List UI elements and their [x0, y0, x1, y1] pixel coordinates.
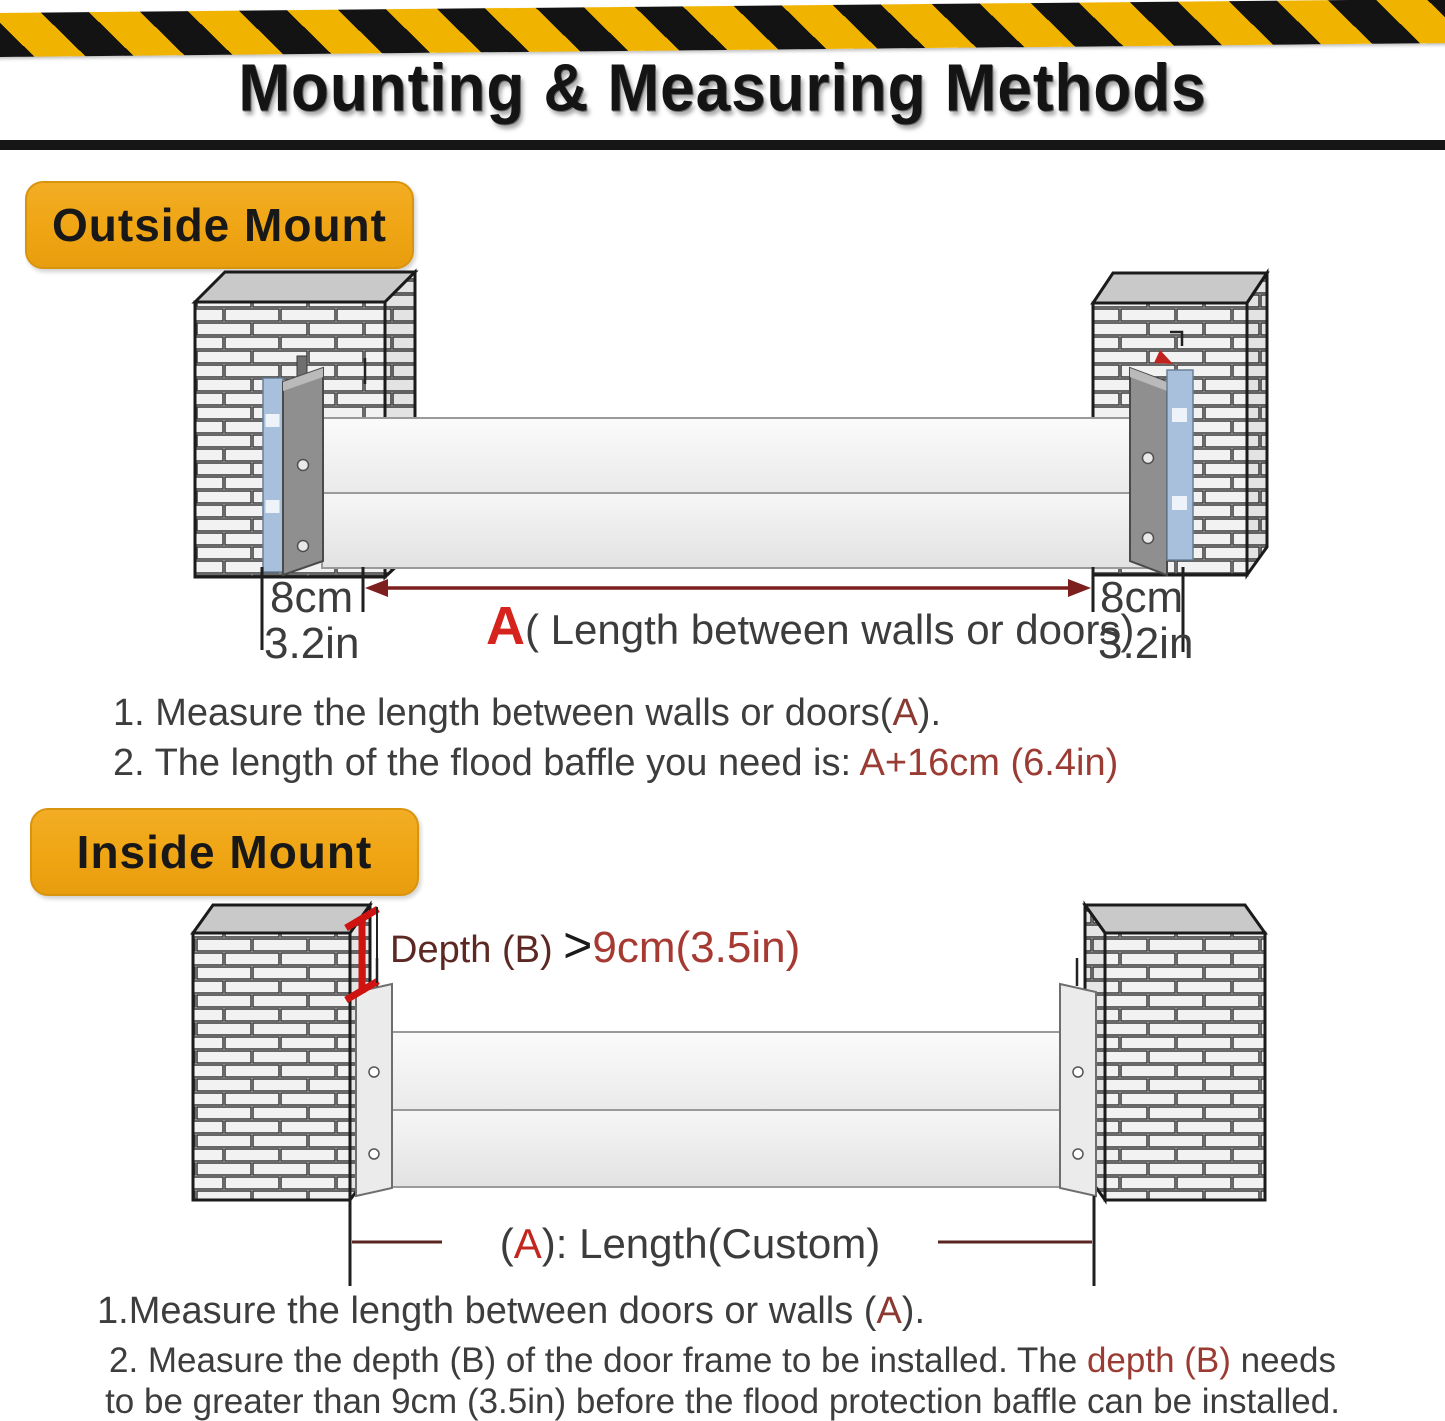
brick-pillar-right-inside: [1085, 905, 1265, 1200]
outside-step2-formula: A+16cm (6.4in): [859, 742, 1119, 784]
inside-mount-badge: Inside Mount: [30, 808, 419, 896]
outside-mount-diagram: [195, 272, 1267, 668]
length-arrow: [365, 579, 1091, 597]
dim-right-cm: 8cm: [1100, 573, 1184, 622]
flood-barrier-panels: [322, 418, 1165, 568]
depth-annotation: Depth (B) >9cm(3.5in): [390, 917, 801, 973]
flood-barrier-panels-inside: [392, 1032, 1060, 1187]
dim-left-cm: 8cm: [270, 573, 354, 622]
inside-step-1: [97, 1290, 925, 1333]
outside-step1-a: A: [892, 692, 918, 734]
outside-step-2: [113, 742, 1118, 785]
inside-step2-needs: needs: [1230, 1341, 1337, 1380]
inside-step1-a: A: [876, 1290, 902, 1332]
outside-step1-end: ).: [917, 692, 942, 734]
arrowhead-right-icon: [1068, 579, 1091, 597]
inside-step1-text: 1.Measure the length between doors or walls (: [97, 1290, 877, 1332]
inside-step2-text: 2. Measure the depth (B) of the door frame to be installed. The: [108, 1341, 1087, 1380]
dim-right-in: 3.2in: [1098, 619, 1194, 668]
mounting-channel-right-inside: [1060, 958, 1096, 1196]
inside-mount-diagram: [193, 905, 1265, 1286]
dim-left-in: 3.2in: [264, 619, 360, 668]
inside-step-2-line2: to be greater than 9cm (3.5in) before the flood protection baffle can be installed.: [105, 1382, 1340, 1421]
inside-step2-depth: depth (B): [1086, 1341, 1231, 1380]
arrowhead-left-icon: [365, 579, 388, 597]
page-title: Mounting & Measuring Methods: [238, 51, 1207, 126]
seal-strip-left: [263, 378, 283, 572]
inside-step1-end: ).: [901, 1290, 926, 1332]
outside-step1-text: 1. Measure the length between walls or doors(: [113, 692, 893, 734]
brick-pillar-left-inside: [193, 905, 370, 1200]
outside-step-1: [113, 692, 941, 735]
length-annotation: (A): Length(Custom): [499, 1220, 881, 1267]
outside-mount-badge: Outside Mount: [25, 181, 414, 269]
dim-a-annotation: A( Length between walls or doors): [486, 596, 1135, 656]
inside-step-2-line1: [0, 1341, 1445, 1381]
outside-step2-text: 2. The length of the flood baffle you need is:: [113, 742, 860, 784]
